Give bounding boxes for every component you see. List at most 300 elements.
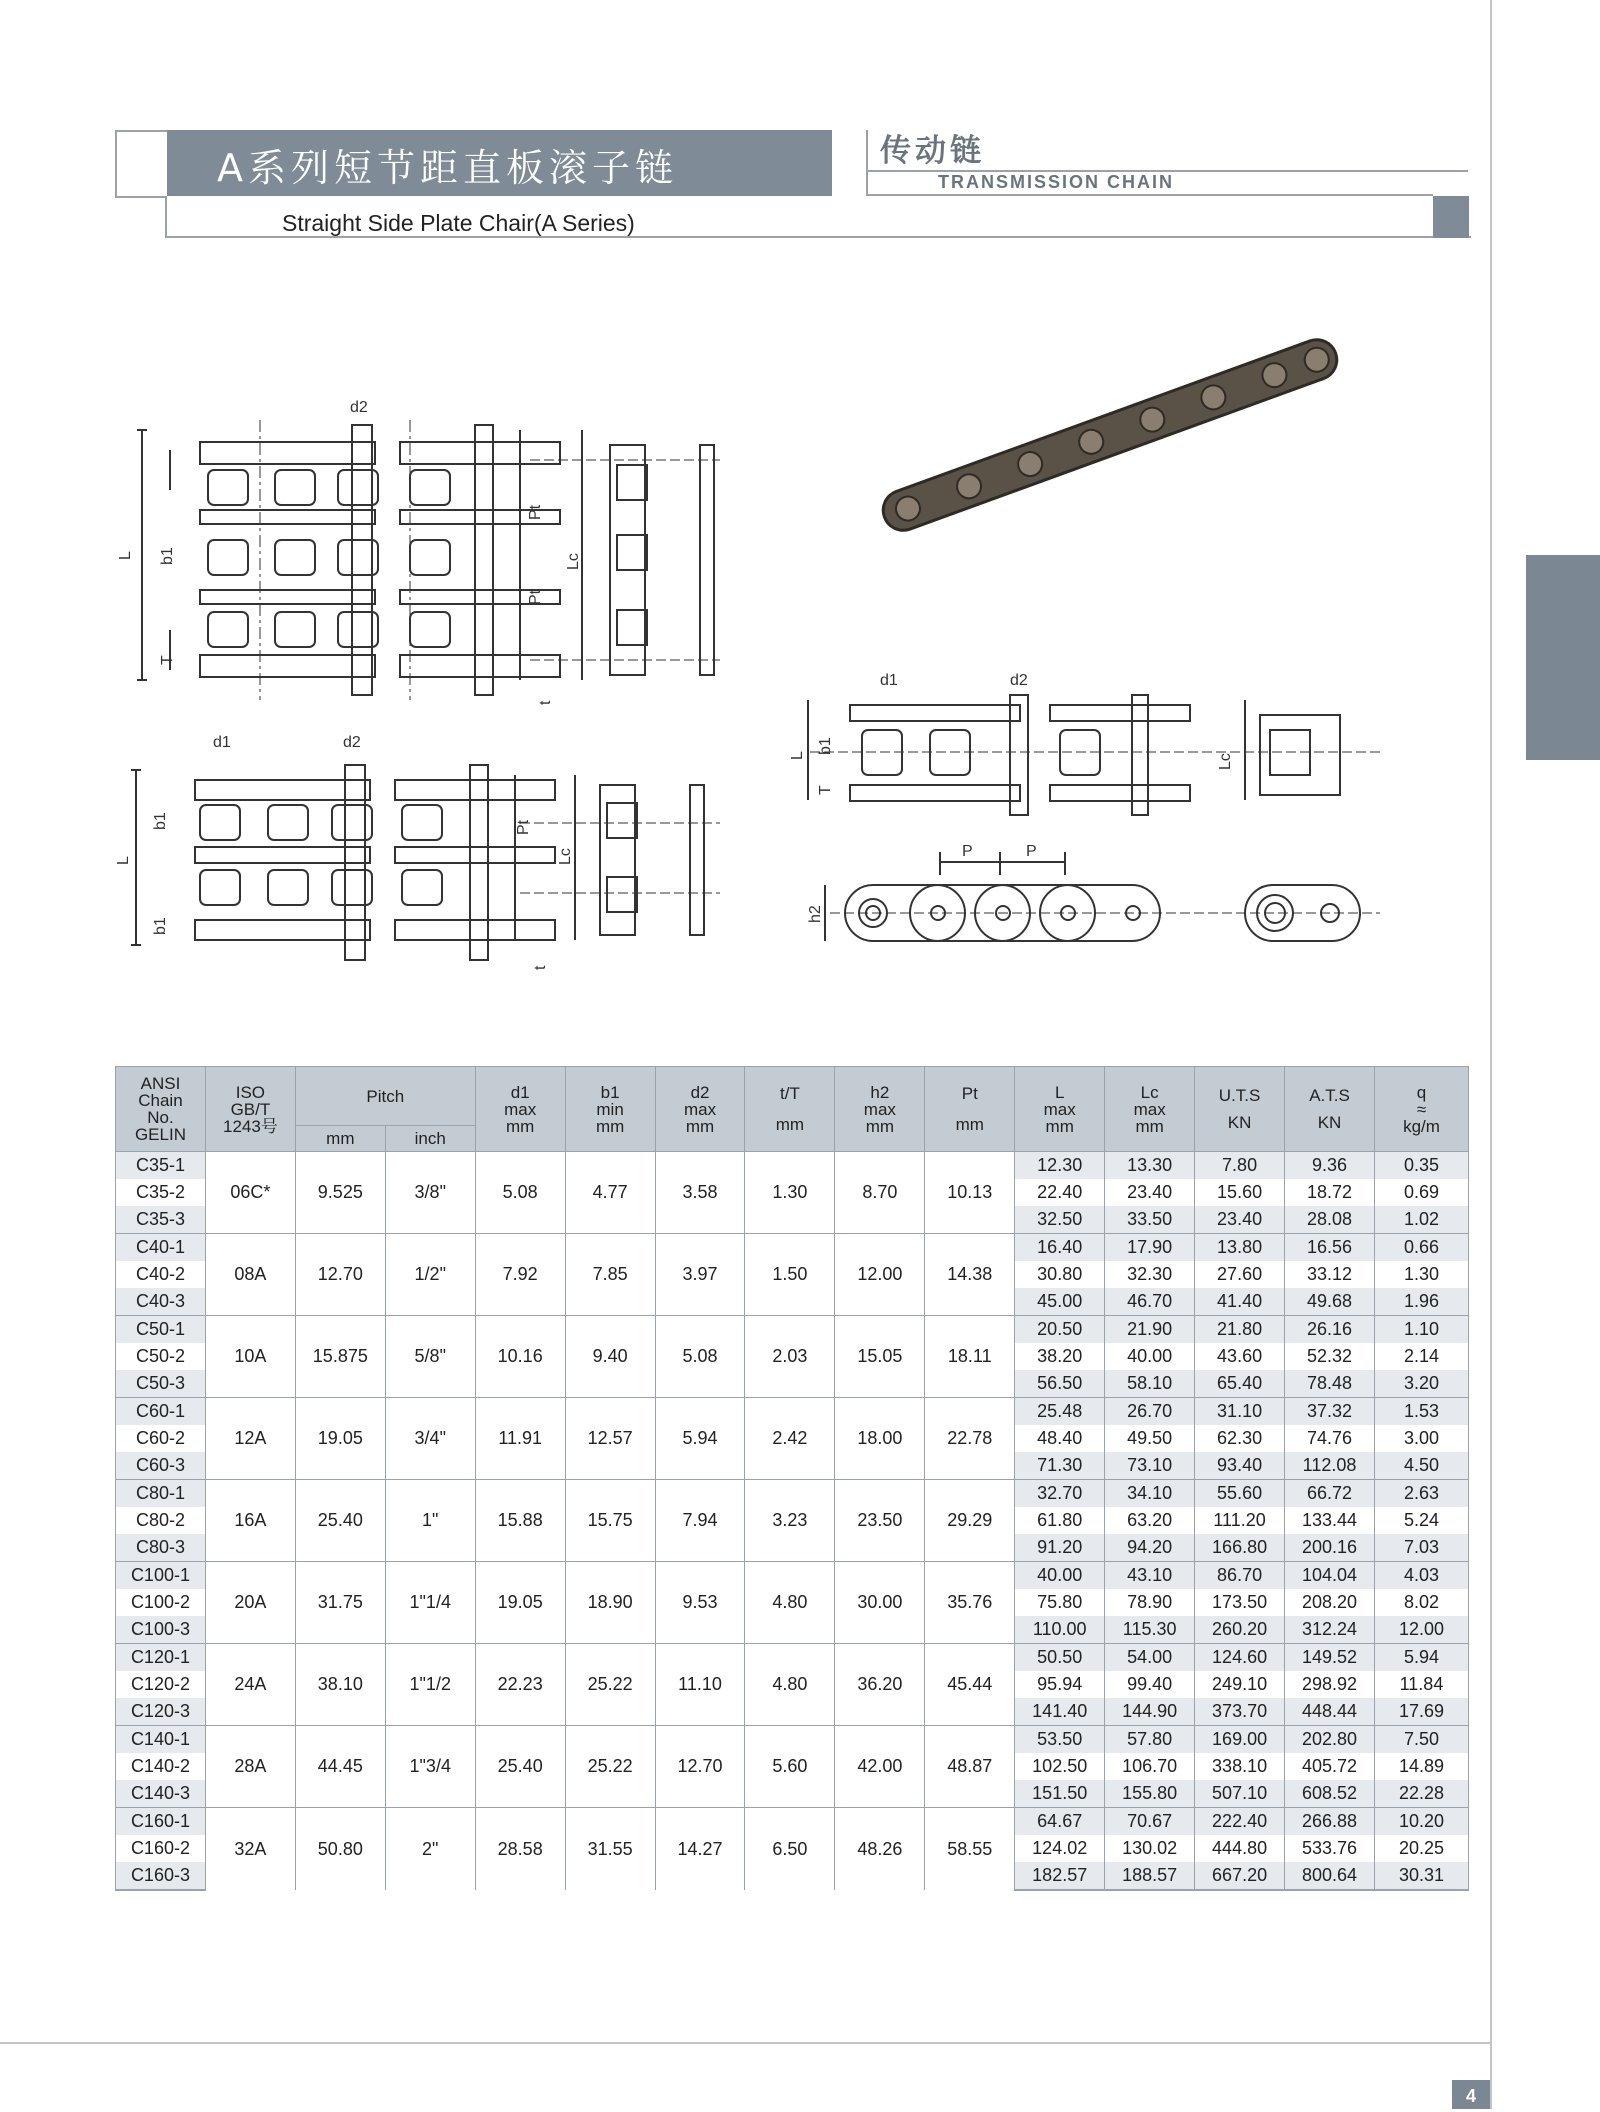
cell-model: C50-1 xyxy=(116,1316,206,1344)
cell-pitch_inch: 1"3/4 xyxy=(385,1726,475,1808)
cell-L: 102.50 xyxy=(1015,1753,1105,1780)
cell-Lc: 49.50 xyxy=(1105,1425,1195,1452)
cell-pt: 58.55 xyxy=(925,1808,1015,1891)
cell-iso: 32A xyxy=(205,1808,295,1891)
cell-model: C40-2 xyxy=(116,1261,206,1288)
cell-d2: 9.53 xyxy=(655,1562,745,1644)
cell-model: C40-3 xyxy=(116,1288,206,1316)
category-title-cn: 传动链 xyxy=(880,133,985,169)
cell-iso: 16A xyxy=(205,1480,295,1562)
cell-Lc: 40.00 xyxy=(1105,1343,1195,1370)
cell-q: 0.35 xyxy=(1374,1152,1468,1180)
cell-model: C140-2 xyxy=(116,1753,206,1780)
cell-ats: 405.72 xyxy=(1285,1753,1375,1780)
cell-d2: 12.70 xyxy=(655,1726,745,1808)
cell-iso: 06C* xyxy=(205,1152,295,1234)
cell-Lc: 17.90 xyxy=(1105,1234,1195,1262)
label-t: t xyxy=(537,700,554,705)
cell-model: C140-1 xyxy=(116,1726,206,1754)
cell-L: 151.50 xyxy=(1015,1780,1105,1808)
cell-L: 71.30 xyxy=(1015,1452,1105,1480)
cell-model: C120-2 xyxy=(116,1671,206,1698)
cell-L: 91.20 xyxy=(1015,1534,1105,1562)
cell-Lc: 155.80 xyxy=(1105,1780,1195,1808)
cell-iso: 20A xyxy=(205,1562,295,1644)
label-L-b: L xyxy=(115,856,132,865)
cell-d1: 7.92 xyxy=(475,1234,565,1316)
cell-model: C50-2 xyxy=(116,1343,206,1370)
cell-q: 11.84 xyxy=(1374,1671,1468,1698)
cell-uts: 27.60 xyxy=(1195,1261,1285,1288)
table-row xyxy=(116,1644,1469,1672)
cell-ats: 133.44 xyxy=(1285,1507,1375,1534)
header-gray-block xyxy=(1433,196,1469,238)
cell-Lc: 54.00 xyxy=(1105,1644,1195,1672)
side-tab xyxy=(1526,555,1600,760)
cell-uts: 222.40 xyxy=(1195,1808,1285,1836)
cell-pitch_mm: 19.05 xyxy=(295,1398,385,1480)
label-T: T xyxy=(159,655,176,665)
col-ansi: ANSI Chain No. GELIN xyxy=(116,1067,206,1152)
cell-uts: 373.70 xyxy=(1195,1698,1285,1726)
cell-d2: 7.94 xyxy=(655,1480,745,1562)
label-d1: d1 xyxy=(213,734,231,751)
cell-uts: 86.70 xyxy=(1195,1562,1285,1590)
cell-ats: 149.52 xyxy=(1285,1644,1375,1672)
cell-pt: 22.78 xyxy=(925,1398,1015,1480)
label-L-c: L xyxy=(789,751,806,760)
cell-q: 5.24 xyxy=(1374,1507,1468,1534)
cell-b1: 7.85 xyxy=(565,1234,655,1316)
cell-b1: 25.22 xyxy=(565,1644,655,1726)
cell-q: 2.63 xyxy=(1374,1480,1468,1508)
cell-uts: 55.60 xyxy=(1195,1480,1285,1508)
label-b1-d: b1 xyxy=(817,737,834,755)
table-row xyxy=(116,1152,1469,1180)
cell-Lc: 99.40 xyxy=(1105,1671,1195,1698)
cell-tT: 6.50 xyxy=(745,1808,835,1891)
cell-uts: 260.20 xyxy=(1195,1616,1285,1644)
cell-d1: 15.88 xyxy=(475,1480,565,1562)
col-q: q ≈ kg/m xyxy=(1374,1067,1468,1152)
label-b1-c: b1 xyxy=(152,917,169,935)
cell-pitch_mm: 25.40 xyxy=(295,1480,385,1562)
cell-Lc: 94.20 xyxy=(1105,1534,1195,1562)
cell-q: 3.00 xyxy=(1374,1425,1468,1452)
cell-h2: 36.20 xyxy=(835,1644,925,1726)
cell-iso: 28A xyxy=(205,1726,295,1808)
cell-tT: 1.30 xyxy=(745,1152,835,1234)
cell-d1: 10.16 xyxy=(475,1316,565,1398)
label-P-2: P xyxy=(1026,843,1037,860)
cell-pitch_mm: 12.70 xyxy=(295,1234,385,1316)
cell-Lc: 70.67 xyxy=(1105,1808,1195,1836)
cell-pt: 14.38 xyxy=(925,1234,1015,1316)
page-number: 4 xyxy=(1452,2080,1490,2109)
cell-ats: 37.32 xyxy=(1285,1398,1375,1426)
cell-tT: 3.23 xyxy=(745,1480,835,1562)
cell-uts: 13.80 xyxy=(1195,1234,1285,1262)
col-h2: h2 max mm xyxy=(835,1067,925,1152)
table-row xyxy=(116,1726,1469,1754)
label-Pt-b: Pt xyxy=(515,819,532,835)
cell-tT: 4.80 xyxy=(745,1562,835,1644)
cell-Lc: 23.40 xyxy=(1105,1179,1195,1206)
cell-h2: 30.00 xyxy=(835,1562,925,1644)
cell-iso: 10A xyxy=(205,1316,295,1398)
cell-iso: 12A xyxy=(205,1398,295,1480)
cell-L: 53.50 xyxy=(1015,1726,1105,1754)
cell-L: 75.80 xyxy=(1015,1589,1105,1616)
cell-model: C35-3 xyxy=(116,1206,206,1234)
cell-pitch_mm: 38.10 xyxy=(295,1644,385,1726)
cell-pitch_inch: 5/8" xyxy=(385,1316,475,1398)
cell-Lc: 63.20 xyxy=(1105,1507,1195,1534)
label-b1: b1 xyxy=(159,547,176,565)
cell-L: 45.00 xyxy=(1015,1288,1105,1316)
cell-L: 30.80 xyxy=(1015,1261,1105,1288)
cell-uts: 444.80 xyxy=(1195,1835,1285,1862)
cell-b1: 4.77 xyxy=(565,1152,655,1234)
cell-q: 20.25 xyxy=(1374,1835,1468,1862)
cell-L: 32.50 xyxy=(1015,1206,1105,1234)
cell-ats: 200.16 xyxy=(1285,1534,1375,1562)
col-Lc: Lc max mm xyxy=(1105,1067,1195,1152)
cell-Lc: 46.70 xyxy=(1105,1288,1195,1316)
cell-pitch_inch: 1/2" xyxy=(385,1234,475,1316)
cell-model: C100-3 xyxy=(116,1616,206,1644)
cell-b1: 12.57 xyxy=(565,1398,655,1480)
cell-h2: 42.00 xyxy=(835,1726,925,1808)
cell-ats: 74.76 xyxy=(1285,1425,1375,1452)
cell-uts: 62.30 xyxy=(1195,1425,1285,1452)
cell-Lc: 78.90 xyxy=(1105,1589,1195,1616)
cell-ats: 112.08 xyxy=(1285,1452,1375,1480)
cell-Lc: 43.10 xyxy=(1105,1562,1195,1590)
cell-d2: 3.97 xyxy=(655,1234,745,1316)
cell-ats: 78.48 xyxy=(1285,1370,1375,1398)
cell-uts: 124.60 xyxy=(1195,1644,1285,1672)
cell-L: 48.40 xyxy=(1015,1425,1105,1452)
cell-pitch_mm: 15.875 xyxy=(295,1316,385,1398)
cell-pt: 18.11 xyxy=(925,1316,1015,1398)
cell-pitch_inch: 1"1/2 xyxy=(385,1644,475,1726)
cell-uts: 65.40 xyxy=(1195,1370,1285,1398)
col-pt: Pt mm xyxy=(925,1067,1015,1152)
cell-pitch_mm: 50.80 xyxy=(295,1808,385,1891)
cell-h2: 12.00 xyxy=(835,1234,925,1316)
cell-Lc: 13.30 xyxy=(1105,1152,1195,1180)
col-d2: d2 max mm xyxy=(655,1067,745,1152)
table-row xyxy=(116,1808,1469,1836)
header-divider xyxy=(866,130,868,194)
cell-uts: 507.10 xyxy=(1195,1780,1285,1808)
cell-uts: 15.60 xyxy=(1195,1179,1285,1206)
cell-model: C60-2 xyxy=(116,1425,206,1452)
cell-q: 8.02 xyxy=(1374,1589,1468,1616)
cell-model: C100-1 xyxy=(116,1562,206,1590)
cell-d1: 22.23 xyxy=(475,1644,565,1726)
col-iso: ISO GB/T 1243号 xyxy=(205,1067,295,1152)
cell-L: 22.40 xyxy=(1015,1179,1105,1206)
cell-pitch_inch: 1" xyxy=(385,1480,475,1562)
header-box xyxy=(115,130,167,198)
cell-model: C160-3 xyxy=(116,1862,206,1890)
cell-q: 1.02 xyxy=(1374,1206,1468,1234)
cell-ats: 18.72 xyxy=(1285,1179,1375,1206)
cell-model: C100-2 xyxy=(116,1589,206,1616)
cell-ats: 49.68 xyxy=(1285,1288,1375,1316)
label-b1-b: b1 xyxy=(152,812,169,830)
cell-L: 61.80 xyxy=(1015,1507,1105,1534)
col-uts: U.T.S KN xyxy=(1195,1067,1285,1152)
cell-pt: 29.29 xyxy=(925,1480,1015,1562)
label-Pt: Pt xyxy=(527,504,544,520)
cell-L: 32.70 xyxy=(1015,1480,1105,1508)
label-L: L xyxy=(117,551,134,560)
cell-model: C35-1 xyxy=(116,1152,206,1180)
cell-b1: 31.55 xyxy=(565,1808,655,1891)
cell-L: 56.50 xyxy=(1015,1370,1105,1398)
cell-Lc: 144.90 xyxy=(1105,1698,1195,1726)
cell-model: C160-1 xyxy=(116,1808,206,1836)
cell-model: C120-3 xyxy=(116,1698,206,1726)
cell-Lc: 58.10 xyxy=(1105,1370,1195,1398)
cell-model: C140-3 xyxy=(116,1780,206,1808)
label-Lc: Lc xyxy=(565,553,582,570)
label-Pt-2: Pt xyxy=(527,589,544,605)
cell-model: C35-2 xyxy=(116,1179,206,1206)
footer-rule xyxy=(0,2042,1490,2044)
cell-ats: 298.92 xyxy=(1285,1671,1375,1698)
cell-model: C80-1 xyxy=(116,1480,206,1508)
cell-uts: 41.40 xyxy=(1195,1288,1285,1316)
cell-model: C120-1 xyxy=(116,1644,206,1672)
cell-ats: 800.64 xyxy=(1285,1862,1375,1890)
cell-q: 12.00 xyxy=(1374,1616,1468,1644)
cell-tT: 2.42 xyxy=(745,1398,835,1480)
cell-h2: 48.26 xyxy=(835,1808,925,1891)
cell-model: C80-2 xyxy=(116,1507,206,1534)
cell-q: 0.69 xyxy=(1374,1179,1468,1206)
cell-d1: 5.08 xyxy=(475,1152,565,1234)
cell-d1: 28.58 xyxy=(475,1808,565,1891)
cell-model: C60-3 xyxy=(116,1452,206,1480)
col-L: L max mm xyxy=(1015,1067,1105,1152)
table-row xyxy=(116,1316,1469,1344)
cell-h2: 15.05 xyxy=(835,1316,925,1398)
cell-pt: 10.13 xyxy=(925,1152,1015,1234)
cell-pitch_mm: 31.75 xyxy=(295,1562,385,1644)
cell-uts: 249.10 xyxy=(1195,1671,1285,1698)
cell-uts: 31.10 xyxy=(1195,1398,1285,1426)
cell-pitch_inch: 3/8" xyxy=(385,1152,475,1234)
cell-q: 17.69 xyxy=(1374,1698,1468,1726)
cell-ats: 533.76 xyxy=(1285,1835,1375,1862)
cell-model: C60-1 xyxy=(116,1398,206,1426)
cell-q: 22.28 xyxy=(1374,1780,1468,1808)
cell-L: 110.00 xyxy=(1015,1616,1105,1644)
cell-Lc: 57.80 xyxy=(1105,1726,1195,1754)
cell-ats: 66.72 xyxy=(1285,1480,1375,1508)
cell-pitch_inch: 1"1/4 xyxy=(385,1562,475,1644)
cell-uts: 338.10 xyxy=(1195,1753,1285,1780)
cell-q: 1.10 xyxy=(1374,1316,1468,1344)
cell-ats: 104.04 xyxy=(1285,1562,1375,1590)
cell-ats: 202.80 xyxy=(1285,1726,1375,1754)
col-tT: t/T mm xyxy=(745,1067,835,1152)
spec-table xyxy=(115,1066,1469,1891)
cell-Lc: 32.30 xyxy=(1105,1261,1195,1288)
cell-L: 38.20 xyxy=(1015,1343,1105,1370)
cell-Lc: 106.70 xyxy=(1105,1753,1195,1780)
cell-q: 4.50 xyxy=(1374,1452,1468,1480)
cell-L: 141.40 xyxy=(1015,1698,1105,1726)
cell-Lc: 115.30 xyxy=(1105,1616,1195,1644)
triple-strand-diagram xyxy=(117,380,740,710)
cell-ats: 266.88 xyxy=(1285,1808,1375,1836)
cell-q: 10.20 xyxy=(1374,1808,1468,1836)
cell-q: 30.31 xyxy=(1374,1862,1468,1890)
cell-Lc: 33.50 xyxy=(1105,1206,1195,1234)
cell-pitch_inch: 3/4" xyxy=(385,1398,475,1480)
cell-tT: 5.60 xyxy=(745,1726,835,1808)
cell-model: C40-1 xyxy=(116,1234,206,1262)
cell-ats: 28.08 xyxy=(1285,1206,1375,1234)
cell-pitch_mm: 44.45 xyxy=(295,1726,385,1808)
page-subtitle: Straight Side Plate Chair(A Series) xyxy=(282,210,635,236)
label-d2-c: d2 xyxy=(1010,672,1028,689)
cell-ats: 608.52 xyxy=(1285,1780,1375,1808)
cell-ats: 312.24 xyxy=(1285,1616,1375,1644)
label-t-b: t xyxy=(532,965,549,970)
cell-q: 4.03 xyxy=(1374,1562,1468,1590)
label-d1-c: d1 xyxy=(880,672,898,689)
cell-uts: 667.20 xyxy=(1195,1862,1285,1890)
cell-ats: 9.36 xyxy=(1285,1152,1375,1180)
cell-tT: 4.80 xyxy=(745,1644,835,1726)
double-strand-diagram xyxy=(115,725,740,980)
cell-ats: 448.44 xyxy=(1285,1698,1375,1726)
cell-Lc: 34.10 xyxy=(1105,1480,1195,1508)
cell-uts: 169.00 xyxy=(1195,1726,1285,1754)
cell-L: 16.40 xyxy=(1015,1234,1105,1262)
cell-b1: 9.40 xyxy=(565,1316,655,1398)
cell-h2: 18.00 xyxy=(835,1398,925,1480)
table-row xyxy=(116,1398,1469,1426)
cell-L: 25.48 xyxy=(1015,1398,1105,1426)
cell-uts: 21.80 xyxy=(1195,1316,1285,1344)
cell-d1: 25.40 xyxy=(475,1726,565,1808)
cell-d1: 19.05 xyxy=(475,1562,565,1644)
cell-q: 2.14 xyxy=(1374,1343,1468,1370)
cell-uts: 166.80 xyxy=(1195,1534,1285,1562)
label-Lc-c: Lc xyxy=(1217,753,1234,770)
cell-model: C160-2 xyxy=(116,1835,206,1862)
col-pitch: Pitch xyxy=(295,1067,475,1126)
cell-q: 0.66 xyxy=(1374,1234,1468,1262)
cell-L: 124.02 xyxy=(1015,1835,1105,1862)
cell-h2: 23.50 xyxy=(835,1480,925,1562)
cell-model: C50-3 xyxy=(116,1370,206,1398)
cell-iso: 08A xyxy=(205,1234,295,1316)
cell-L: 12.30 xyxy=(1015,1152,1105,1180)
cell-Lc: 188.57 xyxy=(1105,1862,1195,1890)
cell-uts: 7.80 xyxy=(1195,1152,1285,1180)
cell-L: 182.57 xyxy=(1015,1862,1105,1890)
cell-ats: 208.20 xyxy=(1285,1589,1375,1616)
label-d2: d2 xyxy=(350,399,368,416)
col-b1: b1 min mm xyxy=(565,1067,655,1152)
cell-uts: 173.50 xyxy=(1195,1589,1285,1616)
cell-L: 40.00 xyxy=(1015,1562,1105,1590)
single-strand-diagram xyxy=(790,660,1390,820)
cell-uts: 23.40 xyxy=(1195,1206,1285,1234)
right-margin-rule xyxy=(1490,0,1492,2109)
cell-pt: 35.76 xyxy=(925,1562,1015,1644)
cell-L: 64.67 xyxy=(1015,1808,1105,1836)
col-d1: d1 max mm xyxy=(475,1067,565,1152)
cell-L: 50.50 xyxy=(1015,1644,1105,1672)
cell-iso: 24A xyxy=(205,1644,295,1726)
cell-d2: 5.08 xyxy=(655,1316,745,1398)
cell-pitch_mm: 9.525 xyxy=(295,1152,385,1234)
header-rule-lower xyxy=(866,194,1433,196)
table-row xyxy=(116,1234,1469,1262)
cell-pt: 45.44 xyxy=(925,1644,1015,1726)
cell-ats: 26.16 xyxy=(1285,1316,1375,1344)
cell-model: C80-3 xyxy=(116,1534,206,1562)
label-d2-b: d2 xyxy=(343,734,361,751)
cell-ats: 33.12 xyxy=(1285,1261,1375,1288)
cell-q: 5.94 xyxy=(1374,1644,1468,1672)
col-pitch-inch: inch xyxy=(385,1126,475,1152)
label-T-c: T xyxy=(817,785,834,795)
cell-b1: 18.90 xyxy=(565,1562,655,1644)
cell-L: 20.50 xyxy=(1015,1316,1105,1344)
cell-d2: 11.10 xyxy=(655,1644,745,1726)
cell-uts: 111.20 xyxy=(1195,1507,1285,1534)
cell-b1: 15.75 xyxy=(565,1480,655,1562)
table-row xyxy=(116,1562,1469,1590)
cell-tT: 2.03 xyxy=(745,1316,835,1398)
cell-Lc: 130.02 xyxy=(1105,1835,1195,1862)
side-plate-diagram xyxy=(790,830,1390,950)
label-Lc-b: Lc xyxy=(557,848,574,865)
cell-uts: 93.40 xyxy=(1195,1452,1285,1480)
chain-photo xyxy=(850,320,1370,550)
cell-q: 14.89 xyxy=(1374,1753,1468,1780)
cell-q: 1.53 xyxy=(1374,1398,1468,1426)
cell-q: 7.03 xyxy=(1374,1534,1468,1562)
page-title: A系列短节距直板滚子链 xyxy=(217,146,678,190)
cell-b1: 25.22 xyxy=(565,1726,655,1808)
cell-ats: 16.56 xyxy=(1285,1234,1375,1262)
cell-ats: 52.32 xyxy=(1285,1343,1375,1370)
cell-q: 1.96 xyxy=(1374,1288,1468,1316)
category-title-en: TRANSMISSION CHAIN xyxy=(938,172,1175,192)
cell-Lc: 73.10 xyxy=(1105,1452,1195,1480)
label-h2: h2 xyxy=(807,905,824,923)
cell-q: 1.30 xyxy=(1374,1261,1468,1288)
table-row xyxy=(116,1480,1469,1508)
col-ats: A.T.S KN xyxy=(1285,1067,1375,1152)
cell-q: 7.50 xyxy=(1374,1726,1468,1754)
cell-d1: 11.91 xyxy=(475,1398,565,1480)
cell-tT: 1.50 xyxy=(745,1234,835,1316)
cell-d2: 5.94 xyxy=(655,1398,745,1480)
cell-Lc: 26.70 xyxy=(1105,1398,1195,1426)
